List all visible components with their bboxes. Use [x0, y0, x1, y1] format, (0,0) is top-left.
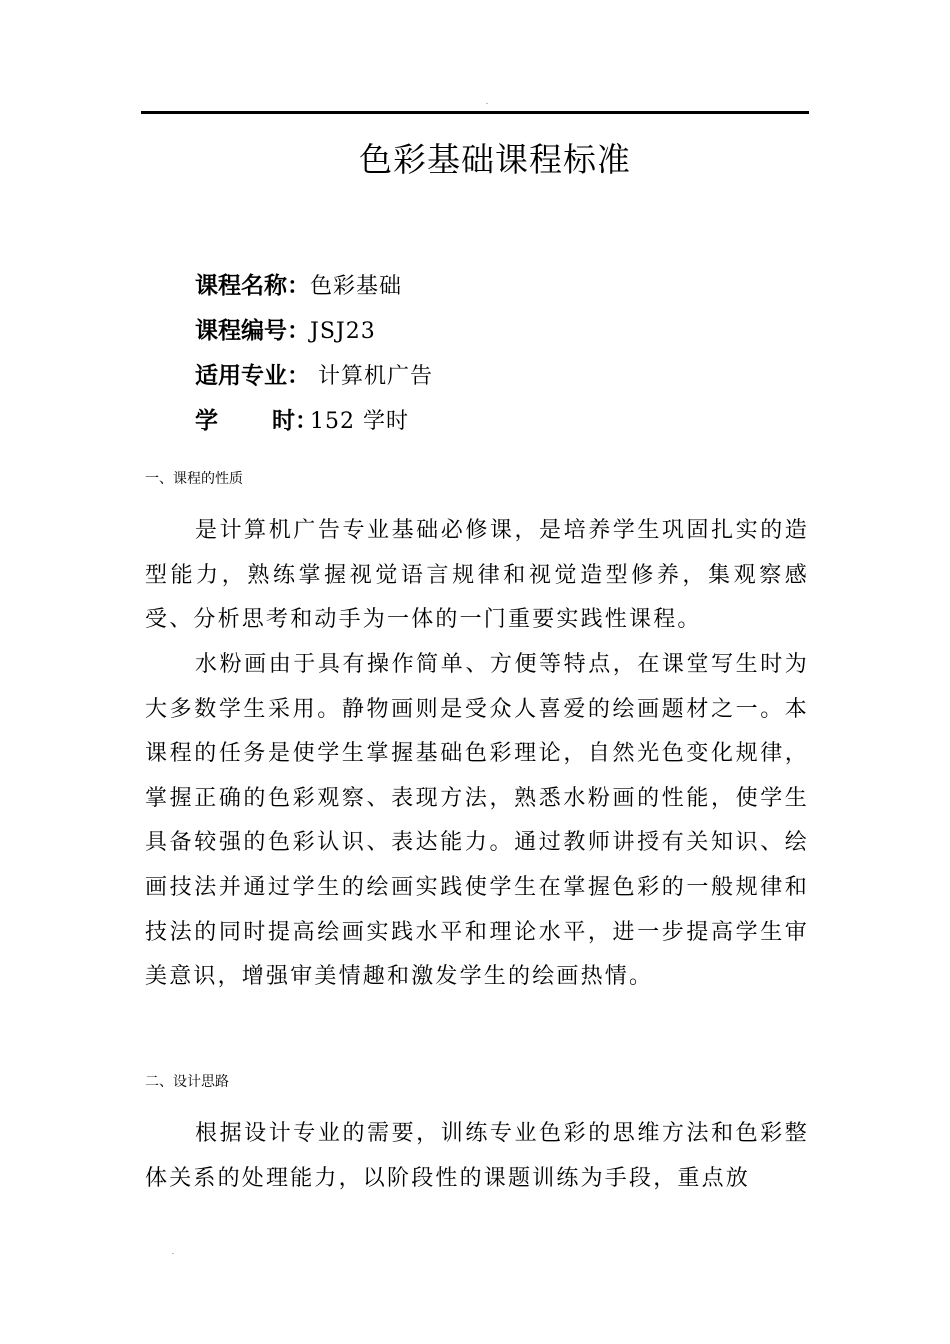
- hours-row: [195, 399, 795, 444]
- header-mark: ·: [486, 101, 488, 108]
- hours-value: 152 学时: [310, 409, 409, 434]
- major-row: [195, 354, 795, 399]
- course-code-label: 课程编号：: [195, 318, 310, 344]
- course-code-row: [195, 309, 795, 354]
- course-info: [195, 264, 795, 444]
- paragraph-nature-1: 是计算机广告专业基础必修课，是培养学生巩固扎实的造型能力，熟练掌握视觉语言规律和视觉造型修养，集观察感受、分析思考和动手为一体的一门重要实践性课程。: [145, 518, 809, 633]
- hours-label-part-b: 时：: [272, 408, 318, 434]
- course-code-value: JSJ23: [310, 319, 376, 344]
- section-heading-nature: 一、课程的性质: [145, 471, 243, 487]
- hours-label: [195, 399, 318, 444]
- paragraph-nature-2: 水粉画由于具有操作简单、方便等特点，在课堂写生时为大多数学生采用。静物画则是受众人喜爱的绘画题材之一。本课程的任务是使学生掌握基础色彩理论，自然光色变化规律，掌握正确的色彩观察、表现方法，熟悉水粉画的性能，使学生具备较强的色彩认识、表达能力。通过教师讲授有关知识、绘画技法并通过学生的绘画实践使学生在掌握色彩的一般规律和技法的同时提高绘画实践水平和理论水平，进一步提高学生审美意识，增强审美情趣和激发学生的绘画热情。: [145, 652, 809, 990]
- hours-label-part-a: 学: [195, 408, 218, 434]
- document-title: 色彩基础课程标准: [359, 140, 631, 179]
- course-name-value: 色彩基础: [310, 274, 403, 299]
- footer-mark: ·: [172, 1251, 174, 1258]
- section-heading-design: 二、设计思路: [145, 1074, 229, 1090]
- paragraph-design-1: 根据设计专业的需要，训练专业色彩的思维方法和色彩整体关系的处理能力，以阶段性的课题训练为手段，重点放: [145, 1121, 809, 1191]
- major-label: 适用专业：: [195, 363, 310, 389]
- course-name-label: 课程名称：: [195, 273, 310, 299]
- major-value: 计算机广告: [310, 364, 433, 389]
- course-name-row: [195, 264, 795, 309]
- header-rule: [141, 111, 809, 114]
